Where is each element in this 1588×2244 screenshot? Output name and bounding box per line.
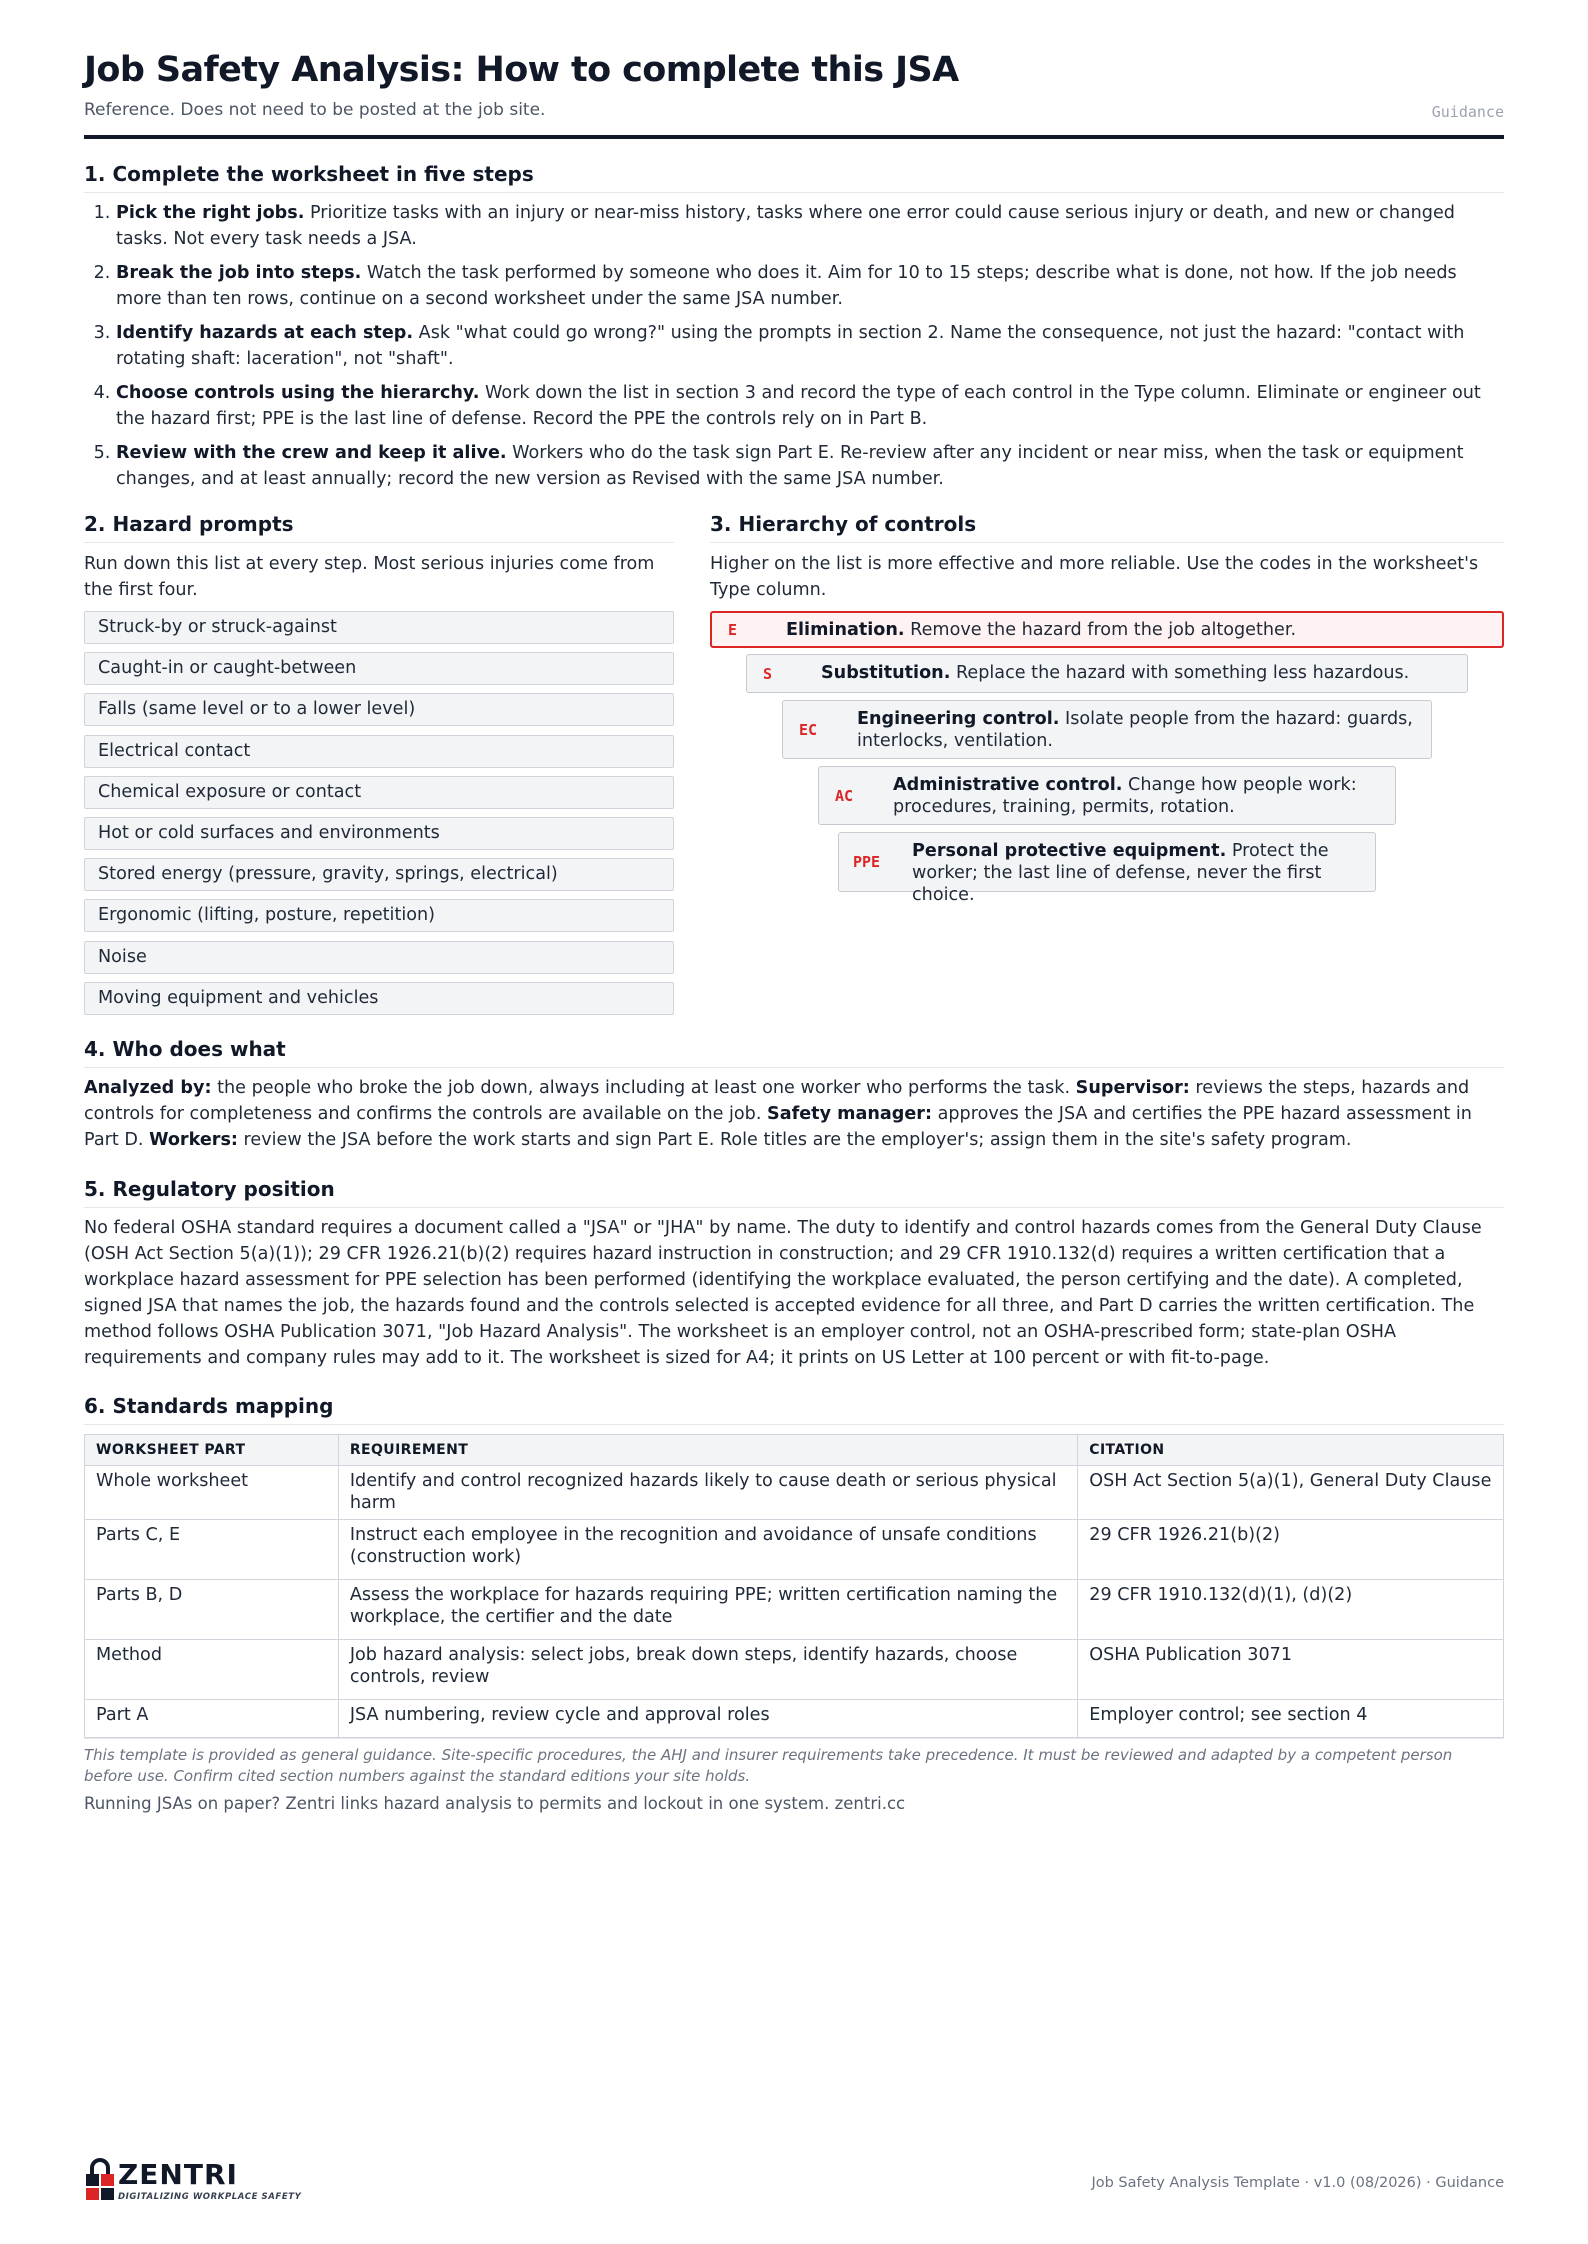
hazard-prompt-item: Ergonomic (lifting, posture, repetition) xyxy=(84,899,674,932)
control-engineering xyxy=(782,700,1432,759)
hazard-prompt-item: Hot or cold surfaces and environments xyxy=(84,817,674,850)
step-text: Ask "what could go wrong?" using the prompts in section 2. Name the consequence, not just the hazard: "contact with rotating shaft: laceration", not "shaft". xyxy=(116,323,1465,369)
table-row xyxy=(85,1700,1504,1738)
promo-text: Running JSAs on paper? Zentri links hazard analysis to permits and lockout in one system. zentri.cc xyxy=(84,1794,906,1813)
step-title: Pick the right jobs. xyxy=(116,203,305,223)
step-title: Identify hazards at each step. xyxy=(116,323,414,343)
header-divider xyxy=(84,135,1504,139)
step-item xyxy=(116,260,1504,312)
hazard-prompt-item: Falls (same level or to a lower level) xyxy=(84,693,674,726)
document-info: Job Safety Analysis Template · v1.0 (08/2026) · Guidance xyxy=(1091,2175,1504,2191)
step-text: Work down the list in section 3 and record the type of each control in the Type column. Eliminate or engineer out the hazard first; PPE is the last line of defense. Record the PPE the controls rely on in Part B. xyxy=(116,383,1481,429)
step-text: Workers who do the task sign Part E. Re-review after any incident or near miss, when the task or equipment changes, and at least annually; record the new version as Revised with the same JSA number. xyxy=(116,443,1464,489)
control-description: Change how people work: procedures, training, permits, rotation. xyxy=(893,775,1357,817)
table-cell: Employer control; see section 4 xyxy=(1078,1700,1504,1738)
hazard-prompt-item: Electrical contact xyxy=(84,735,674,768)
step-item xyxy=(116,320,1504,372)
disclaimer-text: This template is provided as general guidance. Site-specific procedures, the AHJ and insurer requirements take precedence. It must be reviewed and adapted by a competent person before use. Confirm cited section numbers against the standard editions your site holds. xyxy=(84,1746,1453,1785)
step-title: Choose controls using the hierarchy. xyxy=(116,383,480,403)
table-cell: Instruct each employee in the recognition and avoidance of unsafe conditions (construction work) xyxy=(338,1520,1077,1580)
logo-tagline: DIGITALIZING WORKPLACE SAFETY xyxy=(118,2192,302,2202)
control-description: Isolate people from the hazard: guards, interlocks, ventilation. xyxy=(857,709,1413,751)
padlock-icon xyxy=(84,2158,116,2200)
control-name: Substitution. xyxy=(821,663,951,683)
control-name: Elimination. xyxy=(786,620,905,640)
table-cell: Parts B, D xyxy=(85,1580,339,1640)
hazard-prompt-item: Caught-in or caught-between xyxy=(84,652,674,685)
page-subtitle: Reference. Does not need to be posted at the job site. xyxy=(84,100,546,120)
steps-list xyxy=(84,200,1504,500)
control-ppe xyxy=(838,832,1376,905)
control-elimination xyxy=(710,611,1504,648)
step-text: Watch the task performed by someone who does it. Aim for 10 to 15 steps; describe what is done, not how. If the job needs more than ten rows, continue on a second worksheet under the same JSA number. xyxy=(116,263,1457,309)
document-type-tag: Guidance xyxy=(1431,103,1504,121)
role-label: Workers: xyxy=(149,1130,238,1150)
role-label: Safety manager: xyxy=(767,1104,933,1124)
control-code: EC xyxy=(799,720,818,739)
table-row xyxy=(85,1580,1504,1640)
section-6-heading: 6. Standards mapping xyxy=(84,1394,1504,1425)
hazard-prompt-item: Stored energy (pressure, gravity, springs, electrical) xyxy=(84,858,674,891)
hazard-prompt-item: Struck-by or struck-against xyxy=(84,611,674,644)
step-item xyxy=(116,200,1504,252)
control-substitution xyxy=(746,654,1468,693)
table-row xyxy=(85,1640,1504,1700)
section-1-heading: 1. Complete the worksheet in five steps xyxy=(84,162,1504,193)
table-cell: Identify and control recognized hazards likely to cause death or serious physical harm xyxy=(338,1466,1077,1520)
section-5-heading: 5. Regulatory position xyxy=(84,1177,1504,1208)
role-label: Analyzed by: xyxy=(84,1078,212,1098)
column-header: WORKSHEET PART xyxy=(85,1435,339,1466)
table-cell: Method xyxy=(85,1640,339,1700)
control-description: Protect the worker; the last line of defense, never the first choice. xyxy=(912,841,1329,905)
regulatory-paragraph: No federal OSHA standard requires a document called a "JSA" or "JHA" by name. The duty to identify and control hazards comes from the General Duty Clause (OSH Act Section 5(a)(1)); 29 CFR 1926.21(b)(2) requires hazard instruction in construction; and 29 CFR 1910.132(d) requires a written certification that a workplace hazard assessment for PPE selection has been performed (identifying the workplace evaluated, the person certifying and the date). A completed, signed JSA that names the job, the hazards found and the controls selected is accepted evidence for all three, and Part D carries the written certification. The method follows OSHA Publication 3071, "Job Hazard Analysis". The worksheet is an employer control, not an OSHA-prescribed form; state-plan OSHA requirements and company rules may add to it. The worksheet is sized for A4; it prints on US Letter at 100 percent or with fit-to-page. xyxy=(84,1218,1482,1368)
hazard-prompt-item: Moving equipment and vehicles xyxy=(84,982,674,1015)
section-2-heading: 2. Hazard prompts xyxy=(84,512,674,543)
role-text: approves the JSA and certifies the PPE hazard assessment in Part D. xyxy=(84,1104,1472,1150)
table-cell: Whole worksheet xyxy=(85,1466,339,1520)
table-row xyxy=(85,1466,1504,1520)
table-cell: Part A xyxy=(85,1700,339,1738)
control-code: S xyxy=(763,664,773,683)
step-text: Prioritize tasks with an injury or near-miss history, tasks where one error could cause serious injury or death, and new or changed tasks. Not every task needs a JSA. xyxy=(116,203,1455,249)
section-3-heading: 3. Hierarchy of controls xyxy=(710,512,1504,543)
step-title: Review with the crew and keep it alive. xyxy=(116,443,507,463)
control-description: Replace the hazard with something less hazardous. xyxy=(950,663,1410,683)
step-item xyxy=(116,440,1504,492)
table-cell: OSHA Publication 3071 xyxy=(1078,1640,1504,1700)
table-cell: Job hazard analysis: select jobs, break down steps, identify hazards, choose controls, review xyxy=(338,1640,1077,1700)
table-cell: OSH Act Section 5(a)(1), General Duty Clause xyxy=(1078,1466,1504,1520)
control-name: Engineering control. xyxy=(857,709,1060,729)
zentri-logo xyxy=(84,2158,324,2206)
hazard-prompts-list xyxy=(84,611,674,1023)
role-text: the people who broke the job down, always including at least one worker who performs the task. xyxy=(211,1078,1076,1098)
table-cell: Parts C, E xyxy=(85,1520,339,1580)
roles-paragraph xyxy=(84,1075,1504,1153)
control-name: Administrative control. xyxy=(893,775,1123,795)
hazard-prompt-item: Noise xyxy=(84,941,674,974)
table-cell: Assess the workplace for hazards requiring PPE; written certification naming the workplace, the certifier and the date xyxy=(338,1580,1077,1640)
role-text: reviews the steps, hazards and controls for completeness and confirms the controls are available on the job. xyxy=(84,1078,1470,1124)
step-item xyxy=(116,380,1504,432)
page-title: Job Safety Analysis: How to complete this JSA xyxy=(84,50,959,90)
table-row xyxy=(85,1520,1504,1580)
control-code: E xyxy=(728,620,738,639)
column-header: CITATION xyxy=(1078,1435,1504,1466)
document-page xyxy=(84,0,1504,2244)
standards-table xyxy=(84,1434,1504,1738)
role-text: review the JSA before the work starts and sign Part E. Role titles are the employer's; assign them in the site's safety program. xyxy=(237,1130,1352,1150)
disclaimer-divider xyxy=(84,1738,1504,1739)
role-label: Supervisor: xyxy=(1075,1078,1190,1098)
table-cell: 29 CFR 1910.132(d)(1), (d)(2) xyxy=(1078,1580,1504,1640)
table-cell: JSA numbering, review cycle and approval roles xyxy=(338,1700,1077,1738)
logo-wordmark: ZENTRI xyxy=(118,2158,238,2191)
control-administrative xyxy=(818,766,1396,825)
control-name: Personal protective equipment. xyxy=(912,841,1227,861)
table-cell: 29 CFR 1926.21(b)(2) xyxy=(1078,1520,1504,1580)
control-code: AC xyxy=(835,786,854,805)
column-header: REQUIREMENT xyxy=(338,1435,1077,1466)
section-4-heading: 4. Who does what xyxy=(84,1037,1504,1068)
control-description: Remove the hazard from the job altogether. xyxy=(904,620,1297,640)
hierarchy-intro: Higher on the list is more effective and more reliable. Use the codes in the worksheet's Type column. xyxy=(710,554,1479,600)
hazard-prompts-intro: Run down this list at every step. Most serious injuries come from the first four. xyxy=(84,554,655,600)
control-code: PPE xyxy=(853,853,881,871)
step-title: Break the job into steps. xyxy=(116,263,362,283)
table-header-row xyxy=(85,1435,1504,1466)
hazard-prompt-item: Chemical exposure or contact xyxy=(84,776,674,809)
